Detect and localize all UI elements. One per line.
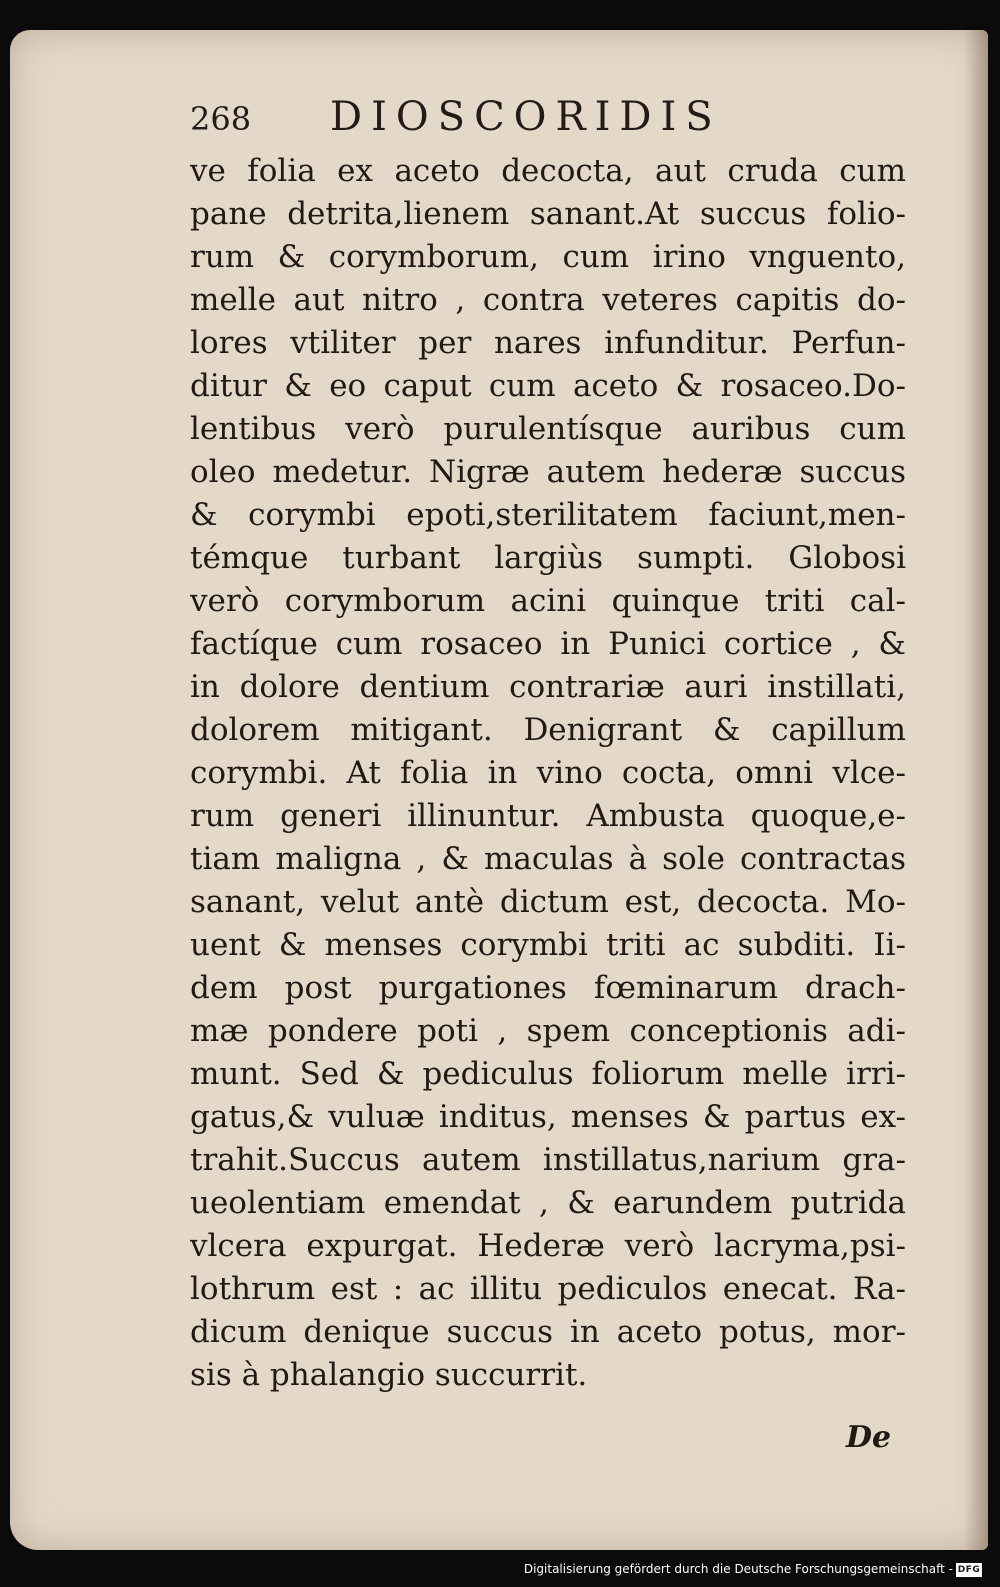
- running-title: DIOSCORIDIS: [330, 94, 722, 140]
- text-line: trahit.Succus autem instillatus,narium gra-: [190, 1142, 906, 1178]
- text-line: dolorem mitigant. Denigrant & capillum: [190, 712, 906, 748]
- text-line: rum generi illinuntur. Ambusta quoque,e-: [190, 798, 906, 834]
- text-line: melle aut nitro , contra veteres capitis do-: [190, 282, 906, 318]
- text-line: lores vtiliter per nares infunditur. Perfun-: [190, 325, 906, 361]
- text-line: mæ pondere poti , spem conceptionis adi-: [190, 1013, 906, 1049]
- text-line: factíque cum rosaceo in Punici cortice , &: [190, 626, 906, 662]
- text-line: ve folia ex aceto decocta, aut cruda cum: [190, 153, 906, 189]
- dfg-logo: DFG: [957, 1565, 981, 1575]
- text-line: ditur & eo caput cum aceto & rosaceo.Do-: [190, 368, 906, 404]
- text-line: corymbi. At folia in vino cocta, omni vlce-: [190, 755, 906, 791]
- text-line: gatus,& vuluæ inditus, menses & partus ex-: [190, 1099, 906, 1135]
- text-line: sanant, velut antè dictum est, decocta. Mo-: [190, 884, 906, 920]
- text-line: verò corymborum acini quinque triti cal-: [190, 583, 906, 619]
- text-line: dem post purgationes fœminarum drach-: [190, 970, 906, 1006]
- text-line: témque turbant largiùs sumpti. Globosi: [190, 540, 906, 576]
- page-gutter-shadow: [964, 30, 988, 1550]
- text-line: sis à phalangio succurrit.: [190, 1357, 588, 1393]
- book-page: [10, 30, 988, 1550]
- text-line: lentibus verò purulentísque auribus cum: [190, 411, 906, 447]
- text-line: oleo medetur. Nigræ autem hederæ succus: [190, 454, 906, 490]
- text-line: tiam maligna , & maculas à sole contractas: [190, 841, 906, 877]
- text-line: in dolore dentium contrariæ auri instillati,: [190, 669, 906, 705]
- text-line: vlcera expurgat. Hederæ verò lacryma,psi-: [190, 1228, 906, 1264]
- running-head: [190, 94, 910, 154]
- text-line: dicum denique succus in aceto potus, mor-: [190, 1314, 906, 1350]
- digitization-credit: Digitalisierung gefördert durch die Deutsche Forschungsgemeinschaft -: [523, 1562, 953, 1576]
- text-line: lothrum est : ac illitu pediculos enecat. Ra-: [190, 1271, 906, 1307]
- text-line: munt. Sed & pediculus foliorum melle irri-: [190, 1056, 906, 1092]
- text-line: uent & menses corymbi triti ac subditi. Ii-: [190, 927, 906, 963]
- text-line: & corymbi epoti,sterilitatem faciunt,men-: [190, 497, 906, 533]
- body-text: [190, 150, 906, 1397]
- page-number: 268: [190, 100, 252, 138]
- text-line: ueolentiam emendat , & earundem putrida: [190, 1185, 906, 1221]
- text-line: rum & corymborum, cum irino vnguento,: [190, 239, 906, 275]
- text-line: pane detrita,lienem sanant.At succus folio-: [190, 196, 906, 232]
- catchword: De: [846, 1420, 892, 1455]
